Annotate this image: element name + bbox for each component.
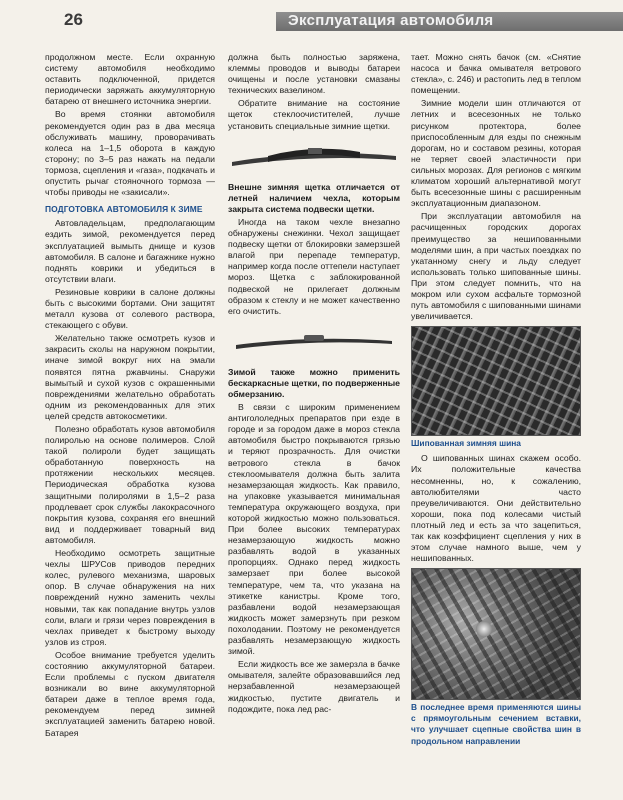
page-header: [48, 4, 618, 34]
paragraph: В связи с широким применением антигололедных препаратов при езде в городе и за городом даже в мороз стекла автомобиля быстро покрываются грязью и теряют прозрачность. Для очистки ветрового стекла в бачок стеклоомывателя должна быть залита незамерзающая жидкость. Как правило, на упаковке указывается минимальная температура окружающего воздуха, при которой жидкостью можно пользоваться. При более высоких температурах незамерзающую жидкость можно разбавлять водой в указанных пропорциях. Однако перед жидкость замерзает при более высокой температуре, чем та, что указана на этикетке канистры. Кроме того, разбавлени водой незамерзающая жидкость может замерзнуть при резком похолодании. Поэтому не рекомендуется разбавлять незамерзающую жидкость зимой.: [228, 402, 400, 657]
paragraph: Необходимо осмотреть защитные чехлы ШРУСов приводов передних колес, рулевого механизма, шаровых опор. В случае обнаружения на них повреждений нужно заменить чехлы новыми, так как попадание внутрь узлов соли, влаги и грязи через повреждения в чехлах приведет к быстрому выходу узлов из строя.: [45, 548, 215, 647]
winter-wiper-illustration: [228, 136, 400, 176]
figure-caption: Внешне зимняя щетка отличается от летней наличием чехла, которым закрыта система подвески щетки.: [228, 181, 400, 214]
paragraph: Обратите внимание на состояние щеток стеклоочистителей, лучше установить специальные зимние щетки.: [228, 98, 400, 131]
paragraph: должна быть полностью заряжена, клеммы проводов и выводы батареи очищены и после установки смазаны технических вазелином.: [228, 52, 400, 96]
paragraph: При эксплуатации автомобиля на расчищенных городских дорогах преимущество за нешипованными моделями шин, а при частых поездках по укатанному снегу и льду следует использовать только шипованные шины. При этом следует помнить, что на мокром или сухом асфальте тормозной путь автомобиля с шипованными шинами увеличивается.: [411, 211, 581, 322]
frameless-wiper-icon: [228, 321, 400, 361]
studded-tire-photo: [411, 326, 581, 436]
paragraph: О шипованных шинах скажем особо. Их положительные качества несомненны, но, к сожалению, автолюбителями часто преувеличиваются. Они действительно хороши, пока под колесами чистый плотный лед и есть за что зацепиться, так как коэффициент сцепления у них в этом случае намного выше, чем у нешипованных.: [411, 453, 581, 564]
paragraph: продолжном месте. Если охранную систему автомобиля необходимо оставить подключенной, придется периодически заряжать аккумуляторную батарею от внешнего источника энергии.: [45, 52, 215, 107]
page-number: 26: [64, 10, 83, 29]
figure-caption: Шипованная зимняя шина: [411, 438, 521, 449]
rectangular-stud-photo: [411, 568, 581, 700]
paragraph: тает. Можно снять бачок (см. «Снятие насоса и бачка омывателя ветрового стекла», с. 246) и растопить лед в теплом помещении.: [411, 52, 581, 96]
paragraph: Если жидкость все же замерзла в бачке омывателя, залейте образовавшийся лед нерзабавленной незамерзающей жидкостью, пустите двигатель и подождите, пока лед рас-: [228, 659, 400, 714]
frameless-wiper-illustration: [228, 321, 400, 361]
paragraph: Полезно обработать кузов автомобиля полиролью на основе полимеров. Слой такой полироли будет защищать обработанную поверхность на протяжении нескольких месяцев. Периодическая обработка кузова защитными полиролями в 1,5–2 раза продлевает срок службы лакокрасочного покрытия кузова, сохраняя его внешний вид и поддерживает товарный вид автомобиля.: [45, 424, 215, 545]
paragraph: Автовладельцам, предполагающим ездить зимой, рекомендуется перед эксплуатацией вымыть днище и кузов автомобиля. В салоне и багажнике нужно поднять коврики и убедиться в отсутствии влаги.: [45, 218, 215, 284]
section-title: Эксплуатация автомобиля: [288, 12, 494, 29]
figure-caption: В последнее время применяются шины с прямоугольным сечением вставки, что улучшает сцепные свойства шин в продольном направлении: [411, 702, 581, 746]
paragraph: Желательно также осмотреть кузов и закрасить сколы на наружном покрытии, иначе зимой вокруг них на эмали появятся пятна ржавчины. Снаружи вымытый и сухой кузов с окрашенными повреждениями желательно обработать одним из рекомендованных для этих целей средств автокосметики.: [45, 333, 215, 421]
paragraph: Во время стоянки автомобиля рекомендуется один раз в два месяца обслуживать машину, проворачивать колеса на 1–1,5 оборота в каждую сторону; по 3–5 раз нажать на педали тормоза, сцепления и «газа», подкачать и опустить рычаг стояночного тормоза — чтобы приводы не «закисали».: [45, 109, 215, 198]
paragraph: Иногда на таком чехле внезапно обнаружены снежинки. Чехол защищает подвеску щетки от блокировки замерзшей влагой при перепаде температур, например когда после оттепели наступает мороз. Щетка с заблокированной подвеской не прилегает должным образом к стеклу и не может качественно его очистить.: [228, 216, 400, 316]
section-heading: ПОДГОТОВКА АВТОМОБИЛЯ К ЗИМЕ: [45, 204, 203, 215]
column-3: [411, 52, 581, 751]
column-1: [45, 52, 215, 741]
stud-icon: [476, 621, 492, 637]
figure-caption: Зимой также можно применить бескаркасные щетки, по подверженные обмерзанию.: [228, 366, 400, 399]
column-2: [228, 52, 400, 717]
paragraph: Особое внимание требуется уделить состоянию аккумуляторной батареи. Если проблемы с пуском двигателя возникали во вине аккумуляторной батареи даже в теплое время года, рекомендуем перед зимней эксплуатацией заменить батарею новой. Батарея: [45, 649, 215, 738]
paragraph: Резиновые коврики в салоне должны быть с высокими бортами. Они защитят металл кузова от солевого раствора, стекающего с обуви.: [45, 286, 215, 331]
winter-wiper-icon: [228, 136, 400, 176]
paragraph: Зимние модели шин отличаются от летних и всесезонных не только рисунком протектора, более приспособленным для езды по снежным дорогам, но и составом резины, которая не теряет своей эластичности при сильных морозах. Для регионов с мягким климатом хороший альтернативой могут быть всесезонные шины с расширенным эксплуатационным диапазоном.: [411, 98, 581, 209]
